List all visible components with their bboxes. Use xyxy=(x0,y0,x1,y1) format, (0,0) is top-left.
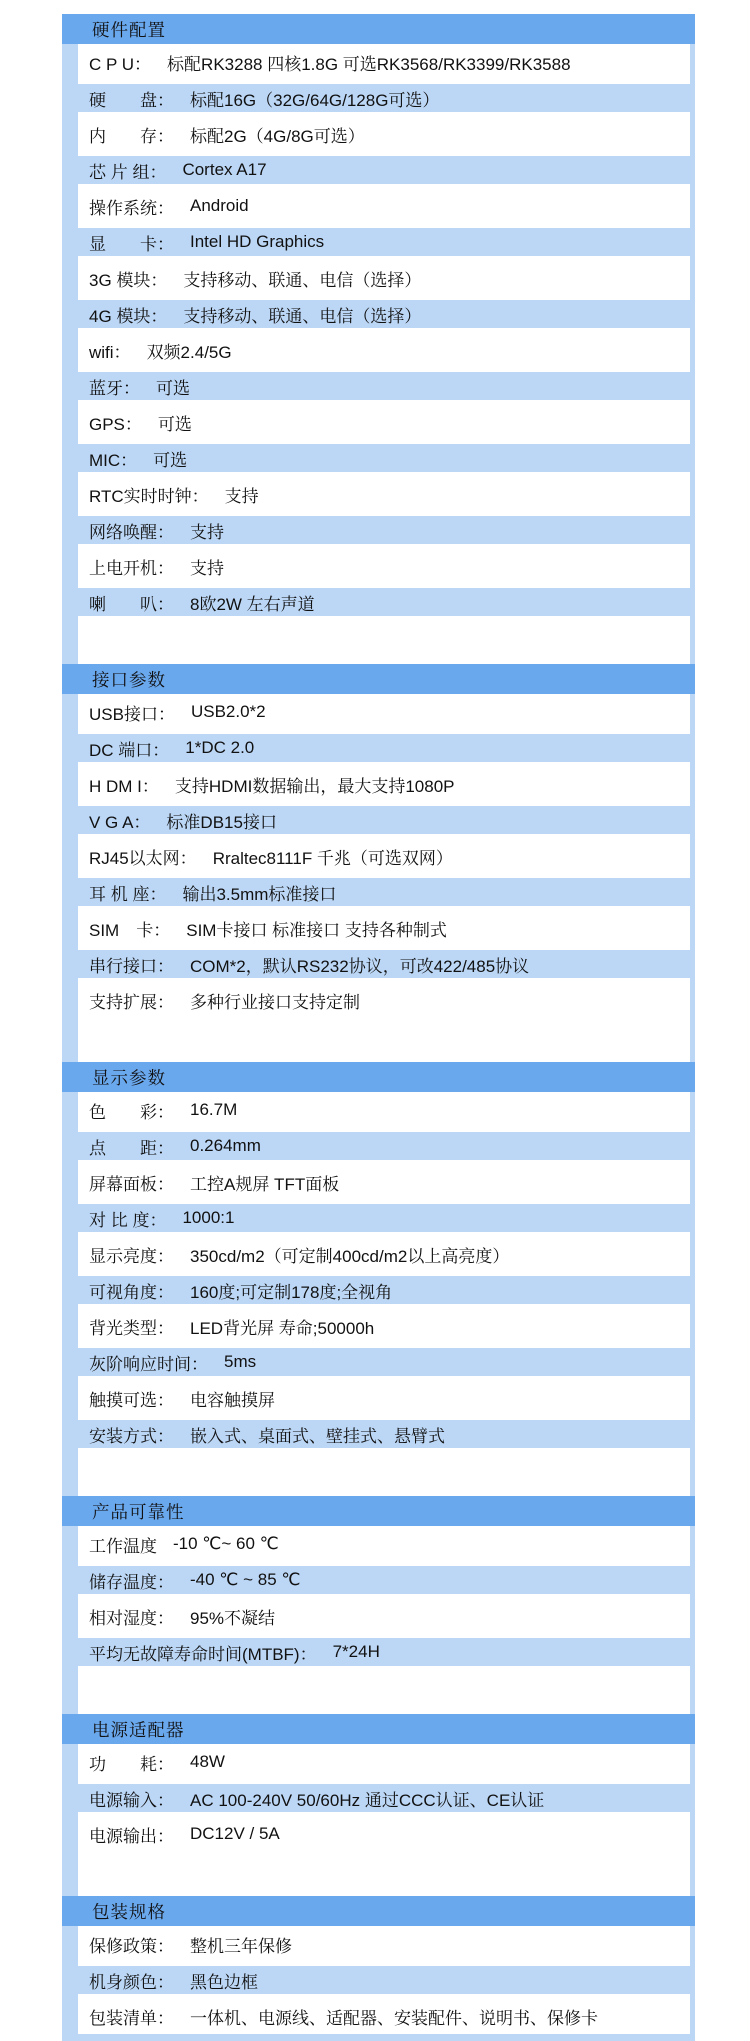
spec-row xyxy=(78,1780,690,1816)
spec-row-band xyxy=(78,1348,690,1376)
spec-row-band xyxy=(78,588,690,616)
spec-label: 保修政策： xyxy=(89,1936,174,1956)
spec-row-band xyxy=(78,950,690,978)
spec-value: 可选 xyxy=(153,450,188,470)
spec-label: 屏幕面板： xyxy=(89,1174,174,1194)
spec-value: 可选 xyxy=(156,378,190,398)
spec-value: DC12V / 5A xyxy=(190,1824,280,1843)
spec-label: 工作温度 xyxy=(89,1536,157,1556)
spec-label: 显 卡： xyxy=(89,234,174,254)
spec-row xyxy=(78,1308,690,1344)
spec-value: 支持 xyxy=(190,558,224,578)
spec-label: RJ45以太网： xyxy=(89,848,197,868)
spec-label: 显示亮度： xyxy=(89,1246,174,1266)
spec-label: wifi： xyxy=(89,342,131,362)
spec-label: 对 比 度： xyxy=(89,1210,167,1230)
spec-value: -40 ℃ ~ 85 ℃ xyxy=(190,1570,301,1589)
spec-row-band xyxy=(78,1566,690,1594)
section-header: 显示参数 xyxy=(62,1062,695,1092)
spec-row xyxy=(78,1998,690,2034)
spec-value: 0.264mm xyxy=(190,1136,261,1155)
spec-label: 点 距： xyxy=(89,1138,174,1158)
spec-value: Rraltec8111F 千兆（可选双网） xyxy=(212,848,453,868)
spec-label: 喇 叭： xyxy=(89,594,174,614)
spec-value: 双频2.4/5G xyxy=(146,342,232,362)
spec-row-band xyxy=(78,698,690,726)
spec-row-band xyxy=(78,1420,690,1448)
spec-row-band xyxy=(78,842,690,870)
spec-label: 色 彩： xyxy=(89,1102,174,1122)
spec-row-band xyxy=(78,806,690,834)
spec-label: 支持扩展： xyxy=(89,992,174,1012)
spec-value: COM*2，默认RS232协议，可改422/485协议 xyxy=(190,956,530,976)
spec-row-band xyxy=(78,1096,690,1124)
spec-row-band xyxy=(78,1820,690,1848)
spec-value: 工控A规屏 TFT面板 xyxy=(190,1174,340,1194)
spec-row-band xyxy=(78,986,690,1014)
spec-value: 支持 xyxy=(190,522,224,542)
spec-row-band xyxy=(78,300,690,328)
spec-row xyxy=(78,1236,690,1272)
spec-label: 硬 盘： xyxy=(89,90,174,110)
spec-label: 包装清单： xyxy=(89,2008,174,2028)
spec-value: Android xyxy=(190,196,249,215)
spec-label: 上电开机： xyxy=(89,558,174,578)
spec-row-band xyxy=(78,372,690,400)
spec-row xyxy=(78,80,690,116)
spec-row xyxy=(78,368,690,404)
spec-value: -10 ℃~ 60 ℃ xyxy=(173,1534,279,1553)
spec-row-band xyxy=(78,120,690,148)
spec-value: USB2.0*2 xyxy=(190,702,266,721)
spec-row xyxy=(78,116,690,152)
spec-value: Cortex A17 xyxy=(182,160,267,179)
spec-row xyxy=(78,1634,690,1670)
spec-label: MIC： xyxy=(89,450,138,470)
spec-row xyxy=(78,188,690,224)
spec-row xyxy=(78,1128,690,1164)
spec-value: 95%不凝结 xyxy=(190,1608,276,1628)
spec-label: 相对湿度： xyxy=(89,1608,174,1628)
spec-row xyxy=(78,982,690,1018)
spec-value: 350cd/m2（可定制400cd/m2以上高亮度） xyxy=(190,1246,510,1266)
spec-value: 支持移动、联通、电信（选择） xyxy=(183,270,422,290)
spec-row-band xyxy=(78,1638,690,1666)
spec-value: AC 100-240V 50/60Hz 通过CCC认证、CE认证 xyxy=(190,1790,545,1810)
spec-row xyxy=(78,838,690,874)
spec-value: 8欧2W 左右声道 xyxy=(190,594,315,614)
section-gap xyxy=(78,1670,690,1714)
spec-row-band xyxy=(78,770,690,798)
spec-value: 一体机、电源线、适配器、安装配件、说明书、保修卡 xyxy=(190,2008,598,2028)
spec-row xyxy=(78,946,690,982)
spec-row xyxy=(78,548,690,584)
spec-row-band xyxy=(78,1240,690,1268)
spec-label: 背光类型： xyxy=(89,1318,174,1338)
spec-value: 黑色边框 xyxy=(190,1972,258,1992)
spec-row-band xyxy=(78,1312,690,1340)
spec-label: SIM 卡： xyxy=(89,920,171,940)
spec-row-band xyxy=(78,1784,690,1812)
spec-table xyxy=(62,14,695,2041)
spec-value: 48W xyxy=(190,1752,225,1771)
spec-label: 耳 机 座： xyxy=(89,884,167,904)
spec-row xyxy=(78,910,690,946)
spec-row xyxy=(78,1416,690,1452)
spec-value: 可选 xyxy=(157,414,192,434)
spec-row-band xyxy=(78,156,690,184)
spec-row-band xyxy=(78,1204,690,1232)
spec-value: 标配RK3288 四核1.8G 可选RK3568/RK3399/RK3588 xyxy=(167,54,571,74)
spec-label: DC 端口： xyxy=(89,740,170,760)
spec-row-band xyxy=(78,408,690,436)
section-header: 接口参数 xyxy=(62,664,695,694)
spec-value: 5ms xyxy=(224,1352,257,1371)
spec-label: 网络唤醒： xyxy=(89,522,174,542)
spec-value: 16.7M xyxy=(190,1100,238,1119)
spec-label: 触摸可选： xyxy=(89,1390,174,1410)
spec-row xyxy=(78,476,690,512)
spec-row-band xyxy=(78,1930,690,1958)
section-gap xyxy=(78,620,690,664)
spec-label: V G A： xyxy=(89,812,151,832)
spec-value: LED背光屏 寿命;50000h xyxy=(190,1318,375,1338)
section-gap xyxy=(78,1018,690,1062)
spec-row xyxy=(78,1092,690,1128)
spec-label: C P U： xyxy=(89,54,152,74)
spec-row xyxy=(78,1598,690,1634)
spec-row xyxy=(78,694,690,730)
spec-row-band xyxy=(78,192,690,220)
spec-row xyxy=(78,1344,690,1380)
spec-value: 1*DC 2.0 xyxy=(185,738,255,757)
spec-label: 安装方式： xyxy=(89,1426,174,1446)
spec-value: 多种行业接口支持定制 xyxy=(190,992,360,1012)
spec-label: 平均无故障寿命时间(MTBF)： xyxy=(89,1644,317,1664)
spec-label: 灰阶响应时间： xyxy=(89,1354,208,1374)
spec-row-band xyxy=(78,1384,690,1412)
spec-row-band xyxy=(78,914,690,942)
spec-row xyxy=(78,1200,690,1236)
spec-label: H DM I： xyxy=(89,776,159,796)
spec-row-band xyxy=(78,516,690,544)
spec-row xyxy=(78,1926,690,1962)
spec-value: 1000:1 xyxy=(182,1208,235,1227)
spec-row-band xyxy=(78,1168,690,1196)
spec-row-band xyxy=(78,1530,690,1558)
spec-row xyxy=(78,512,690,548)
spec-label: GPS： xyxy=(89,414,142,434)
spec-row-band xyxy=(78,1276,690,1304)
spec-row xyxy=(78,296,690,332)
spec-row-band xyxy=(78,336,690,364)
spec-row xyxy=(78,1816,690,1852)
spec-row-band xyxy=(78,84,690,112)
spec-value: 7*24H xyxy=(332,1642,380,1661)
spec-value: 支持移动、联通、电信（选择） xyxy=(183,306,422,326)
spec-value: 输出3.5mm标准接口 xyxy=(182,884,337,904)
spec-row xyxy=(78,874,690,910)
spec-label: 蓝牙： xyxy=(89,378,140,398)
spec-label: 功 耗： xyxy=(89,1754,174,1774)
spec-row-band xyxy=(78,552,690,580)
spec-row xyxy=(78,332,690,368)
spec-row xyxy=(78,44,690,80)
spec-row-band xyxy=(78,1748,690,1776)
spec-value: Intel HD Graphics xyxy=(190,232,325,251)
spec-label: 芯 片 组： xyxy=(89,162,167,182)
spec-row-band xyxy=(78,444,690,472)
spec-row-band xyxy=(78,878,690,906)
spec-value: 支持HDMI数据输出，最大支持1080P xyxy=(174,776,455,796)
spec-row xyxy=(78,766,690,802)
spec-row xyxy=(78,152,690,188)
spec-label: 串行接口： xyxy=(89,956,174,976)
section-header: 硬件配置 xyxy=(62,14,695,44)
spec-value: 电容触摸屏 xyxy=(190,1390,275,1410)
spec-value: SIM卡接口 标准接口 支持各种制式 xyxy=(186,920,447,940)
spec-row xyxy=(78,404,690,440)
spec-label: 储存温度： xyxy=(89,1572,174,1592)
spec-value: 标准DB15接口 xyxy=(166,812,277,832)
spec-label: 电源输入： xyxy=(89,1790,174,1810)
section-header: 包装规格 xyxy=(62,1896,695,1926)
spec-row xyxy=(78,224,690,260)
spec-row xyxy=(78,802,690,838)
spec-row xyxy=(78,260,690,296)
spec-row-band xyxy=(78,1132,690,1160)
spec-value: 标配2G（4G/8G可选） xyxy=(190,126,365,146)
spec-row-band xyxy=(78,1966,690,1994)
spec-value: 160度;可定制178度;全视角 xyxy=(190,1282,393,1302)
spec-row xyxy=(78,1962,690,1998)
spec-label: 操作系统： xyxy=(89,198,174,218)
section-gap xyxy=(78,1852,690,1896)
spec-label: 4G 模块： xyxy=(89,306,168,326)
section-header: 电源适配器 xyxy=(62,1714,695,1744)
spec-row xyxy=(78,1164,690,1200)
section-gap xyxy=(78,1452,690,1496)
spec-label: 内 存： xyxy=(89,126,174,146)
spec-row xyxy=(78,440,690,476)
spec-label: RTC实时时钟： xyxy=(89,486,209,506)
spec-value: 支持 xyxy=(224,486,259,506)
spec-label: 机身颜色： xyxy=(89,1972,174,1992)
spec-row-band xyxy=(78,734,690,762)
spec-row xyxy=(78,584,690,620)
spec-row-band xyxy=(78,2002,690,2030)
spec-value: 嵌入式、桌面式、壁挂式、悬臂式 xyxy=(190,1426,445,1446)
spec-row xyxy=(78,1272,690,1308)
spec-row xyxy=(78,1526,690,1562)
spec-row-band xyxy=(78,264,690,292)
spec-row xyxy=(78,1744,690,1780)
spec-row xyxy=(78,1380,690,1416)
spec-value: 整机三年保修 xyxy=(190,1936,292,1956)
spec-label: 可视角度： xyxy=(89,1282,174,1302)
spec-row-band xyxy=(78,1602,690,1630)
spec-row-band xyxy=(78,48,690,76)
spec-row-band xyxy=(78,228,690,256)
spec-row xyxy=(78,1562,690,1598)
section-header: 产品可靠性 xyxy=(62,1496,695,1526)
spec-label: 电源输出： xyxy=(89,1826,174,1846)
spec-value: 标配16G（32G/64G/128G可选） xyxy=(190,90,440,110)
spec-row xyxy=(78,730,690,766)
spec-row-band xyxy=(78,480,690,508)
spec-label: USB接口： xyxy=(89,704,175,724)
spec-label: 3G 模块： xyxy=(89,270,168,290)
